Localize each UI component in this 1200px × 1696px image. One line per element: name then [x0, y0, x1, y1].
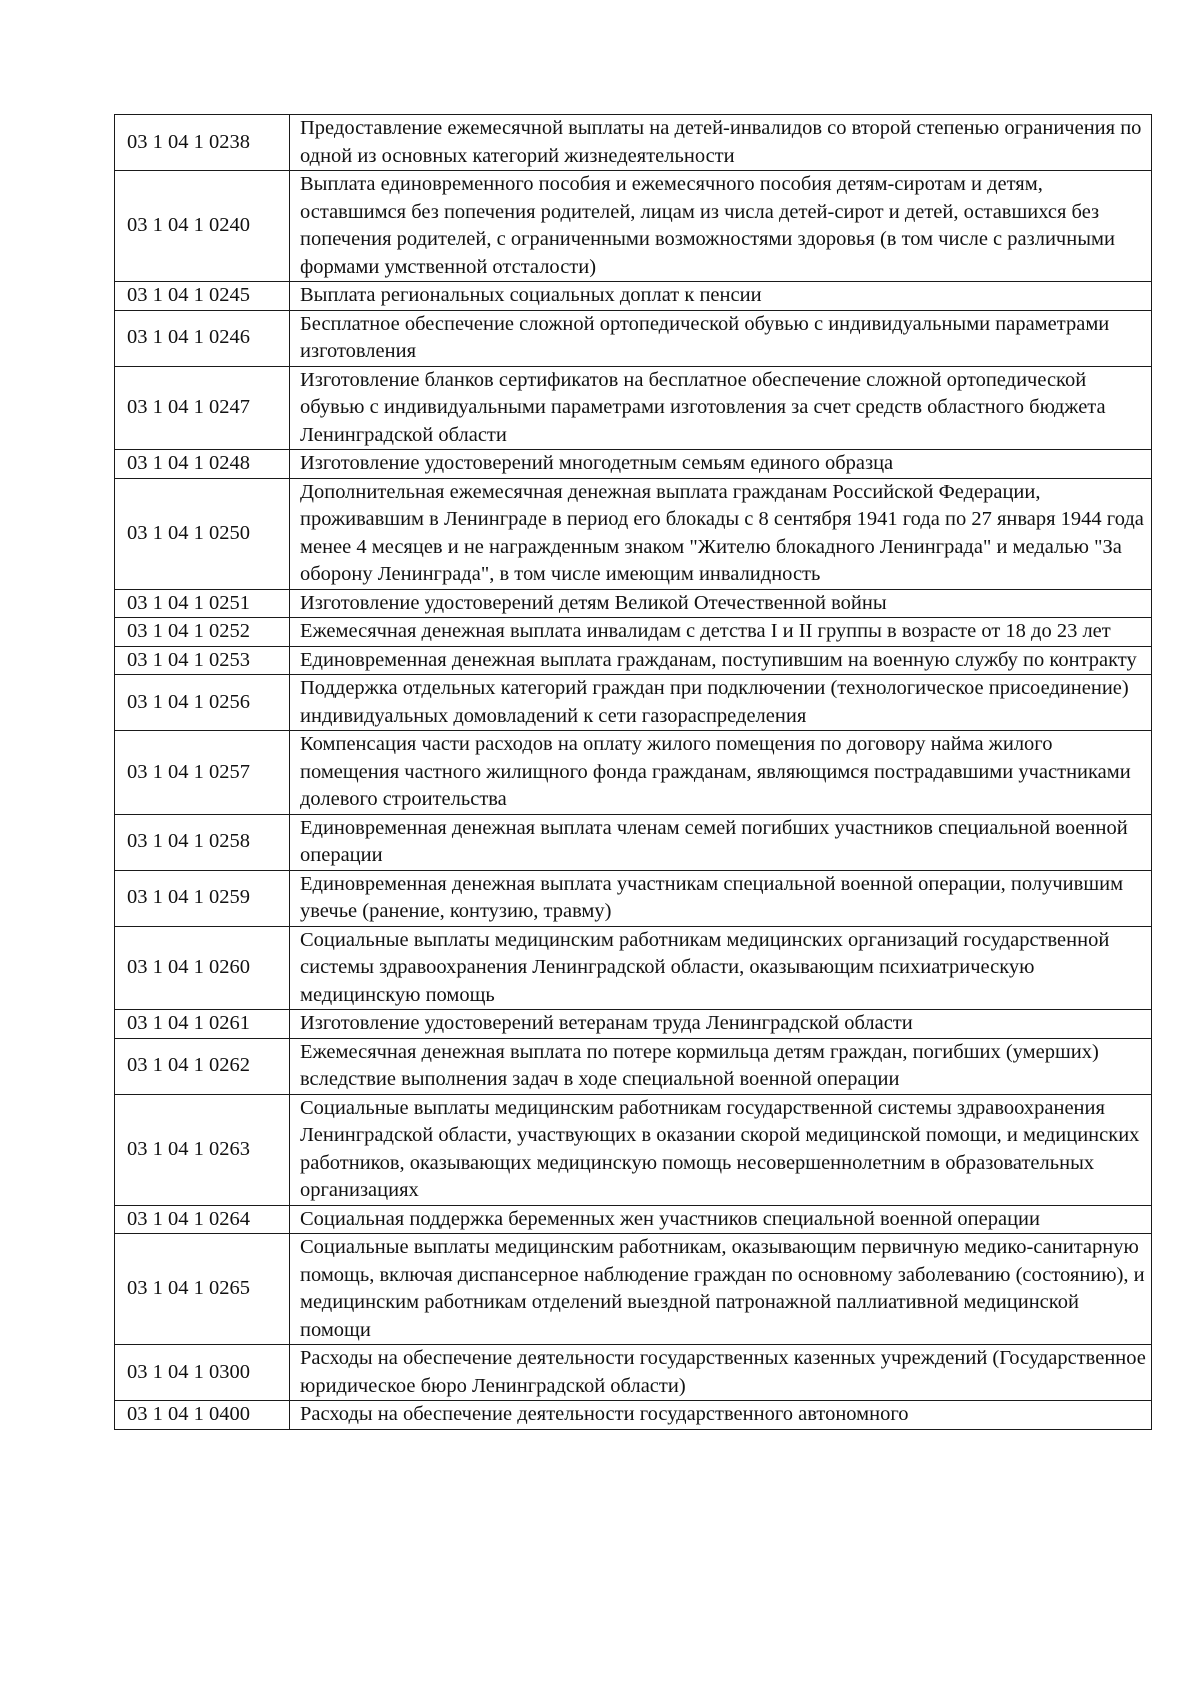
- description-cell: Поддержка отдельных категорий граждан при подключении (технологическое присоединение) индивидуальных домовладений к сети газораспределения: [290, 675, 1152, 731]
- budget-code-cell: 03 1 04 1 0257: [115, 731, 290, 815]
- budget-code-cell: 03 1 04 1 0262: [115, 1038, 290, 1094]
- description-cell: Единовременная денежная выплата членам семей погибших участников специальной военной операции: [290, 814, 1152, 870]
- table-row: [115, 870, 1152, 926]
- budget-code-cell: 03 1 04 1 0260: [115, 926, 290, 1010]
- table-row: [115, 450, 1152, 479]
- description-cell: Выплата единовременного пособия и ежемесячного пособия детям-сиротам и детям, оставшимся без попечения родителей, лицам из числа детей-сирот и детей, оставшихся без попечения родителей, с ограниченными возможностями здоровья (в том числе с различными формами умственной отсталости): [290, 171, 1152, 282]
- description-cell: Расходы на обеспечение деятельности государственных казенных учреждений (Государственное юридическое бюро Ленинградской области): [290, 1345, 1152, 1401]
- description-cell: Изготовление удостоверений детям Великой Отечественной войны: [290, 589, 1152, 618]
- description-cell: Ежемесячная денежная выплата инвалидам с детства I и II группы в возрасте от 18 до 23 лет: [290, 618, 1152, 647]
- table-row: [115, 1234, 1152, 1345]
- table-row: [115, 1205, 1152, 1234]
- table-row: [115, 171, 1152, 282]
- table-row: [115, 366, 1152, 450]
- budget-code-cell: 03 1 04 1 0250: [115, 478, 290, 589]
- budget-code-cell: 03 1 04 1 0251: [115, 589, 290, 618]
- table-row: [115, 1094, 1152, 1205]
- budget-code-cell: 03 1 04 1 0261: [115, 1010, 290, 1039]
- budget-code-cell: 03 1 04 1 0400: [115, 1401, 290, 1430]
- description-cell: Расходы на обеспечение деятельности государственного автономного: [290, 1401, 1152, 1430]
- budget-code-cell: 03 1 04 1 0264: [115, 1205, 290, 1234]
- description-cell: Компенсация части расходов на оплату жилого помещения по договору найма жилого помещения частного жилищного фонда гражданам, являющимся пострадавшими участниками долевого строительства: [290, 731, 1152, 815]
- description-cell: Единовременная денежная выплата гражданам, поступившим на военную службу по контракту: [290, 646, 1152, 675]
- budget-code-cell: 03 1 04 1 0245: [115, 282, 290, 311]
- description-cell: Предоставление ежемесячной выплаты на детей-инвалидов со второй степенью ограничения по одной из основных категорий жизнедеятельности: [290, 115, 1152, 171]
- description-cell: Изготовление удостоверений ветеранам труда Ленинградской области: [290, 1010, 1152, 1039]
- description-cell: Социальные выплаты медицинским работникам, оказывающим первичную медико-санитарную помощь, включая диспансерное наблюдение граждан по основному заболеванию (состоянию), и медицинским работникам отделений выездной патронажной паллиативной медицинской помощи: [290, 1234, 1152, 1345]
- table-row: [115, 1010, 1152, 1039]
- table-row: [115, 282, 1152, 311]
- budget-code-cell: 03 1 04 1 0258: [115, 814, 290, 870]
- table-row: [115, 589, 1152, 618]
- table-row: [115, 675, 1152, 731]
- budget-code-cell: 03 1 04 1 0248: [115, 450, 290, 479]
- description-cell: Изготовление бланков сертификатов на бесплатное обеспечение сложной ортопедической обувью с индивидуальными параметрами изготовления за счет средств областного бюджета Ленинградской области: [290, 366, 1152, 450]
- description-cell: Социальные выплаты медицинским работникам медицинских организаций государственной системы здравоохранения Ленинградской области, оказывающим психиатрическую медицинскую помощь: [290, 926, 1152, 1010]
- document-page: [114, 114, 1151, 1430]
- budget-code-cell: 03 1 04 1 0256: [115, 675, 290, 731]
- budget-code-cell: 03 1 04 1 0253: [115, 646, 290, 675]
- budget-code-cell: 03 1 04 1 0265: [115, 1234, 290, 1345]
- budget-code-cell: 03 1 04 1 0252: [115, 618, 290, 647]
- description-cell: Социальная поддержка беременных жен участников специальной военной операции: [290, 1205, 1152, 1234]
- description-cell: Единовременная денежная выплата участникам специальной военной операции, получившим увечье (ранение, контузию, травму): [290, 870, 1152, 926]
- table-row: [115, 646, 1152, 675]
- budget-code-cell: 03 1 04 1 0300: [115, 1345, 290, 1401]
- table-row: [115, 1038, 1152, 1094]
- table-row: [115, 1345, 1152, 1401]
- description-cell: Социальные выплаты медицинским работникам государственной системы здравоохранения Ленинградской области, участвующих в оказании скорой медицинской помощи, и медицинских работников, оказывающих медицинскую помощь несовершеннолетним в образовательных организациях: [290, 1094, 1152, 1205]
- table-row: [115, 731, 1152, 815]
- table-row: [115, 1401, 1152, 1430]
- description-cell: Ежемесячная денежная выплата по потере кормильца детям граждан, погибших (умерших) вследствие выполнения задач в ходе специальной военной операции: [290, 1038, 1152, 1094]
- table-body: [115, 115, 1152, 1430]
- table-row: [115, 618, 1152, 647]
- budget-code-cell: 03 1 04 1 0238: [115, 115, 290, 171]
- budget-codes-table: [114, 114, 1152, 1430]
- description-cell: Дополнительная ежемесячная денежная выплата гражданам Российской Федерации, проживавшим в Ленинграде в период его блокады с 8 сентября 1941 года по 27 января 1944 года менее 4 месяцев и не награжденным знаком "Жителю блокадного Ленинграда" и медалью "За оборону Ленинграда", в том числе имеющим инвалидность: [290, 478, 1152, 589]
- table-row: [115, 310, 1152, 366]
- table-row: [115, 478, 1152, 589]
- budget-code-cell: 03 1 04 1 0246: [115, 310, 290, 366]
- description-cell: Выплата региональных социальных доплат к пенсии: [290, 282, 1152, 311]
- table-row: [115, 814, 1152, 870]
- table-row: [115, 926, 1152, 1010]
- budget-code-cell: 03 1 04 1 0263: [115, 1094, 290, 1205]
- budget-code-cell: 03 1 04 1 0247: [115, 366, 290, 450]
- description-cell: Бесплатное обеспечение сложной ортопедической обувью с индивидуальными параметрами изготовления: [290, 310, 1152, 366]
- table-row: [115, 115, 1152, 171]
- budget-code-cell: 03 1 04 1 0240: [115, 171, 290, 282]
- description-cell: Изготовление удостоверений многодетным семьям единого образца: [290, 450, 1152, 479]
- budget-code-cell: 03 1 04 1 0259: [115, 870, 290, 926]
